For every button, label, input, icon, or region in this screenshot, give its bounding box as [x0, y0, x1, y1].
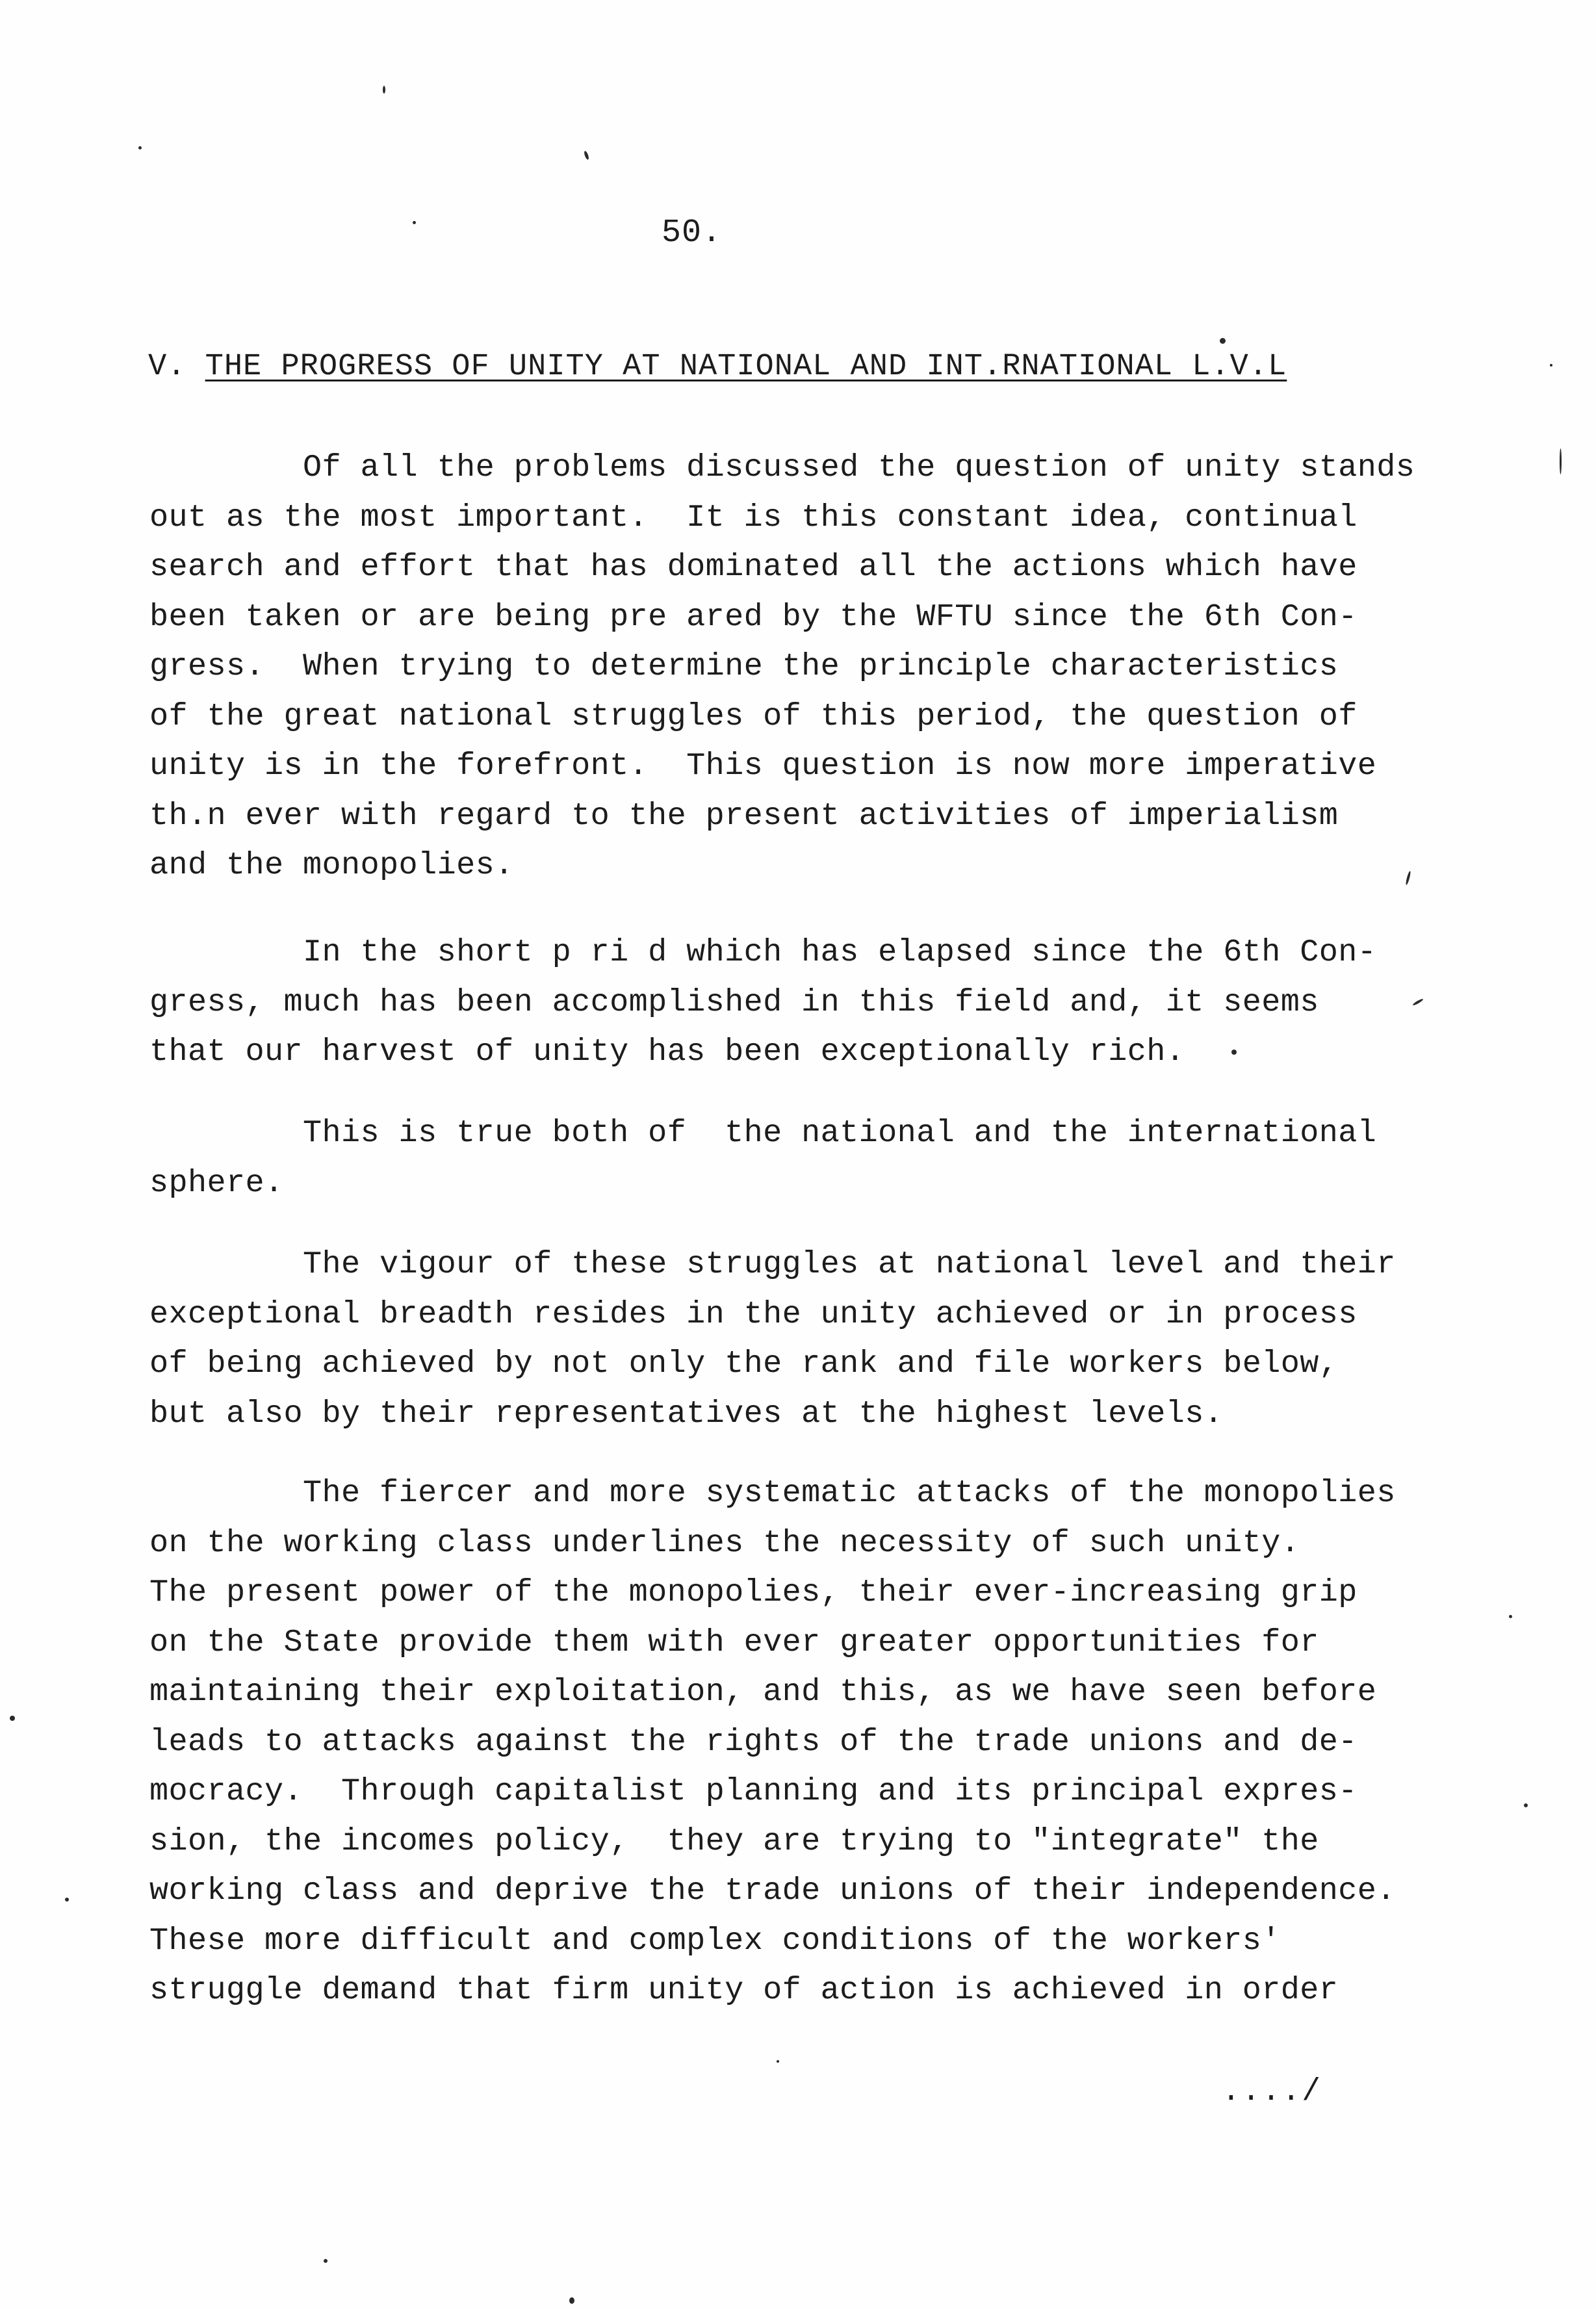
text-line: but also by their representatives at the highest levels.: [149, 1395, 1224, 1432]
scan-speck: [1231, 1050, 1237, 1055]
text-line: been taken or are being pre ared by the WFTU since the 6th Con-: [149, 599, 1358, 635]
scan-speck: [383, 86, 385, 94]
text-line: search and effort that has dominated all the actions which have: [149, 549, 1358, 585]
text-line: on the working class underlines the necessity of such unity.: [149, 1525, 1300, 1561]
continuation-mark: ..../: [1222, 2074, 1322, 2109]
scan-speck: [10, 1716, 15, 1721]
scan-speck: [413, 221, 416, 224]
scan-speck: [1524, 1803, 1528, 1807]
page-number: 50.: [662, 214, 723, 252]
text-line: that our harvest of unity has been exceptionally rich.: [149, 1034, 1185, 1070]
paragraph-1: [149, 443, 1456, 891]
text-line: and the monopolies.: [149, 847, 514, 883]
text-line: struggle demand that firm unity of action is achieved in order: [149, 1972, 1339, 2008]
text-line: maintaining their exploitation, and this, as we have seen before: [149, 1674, 1377, 1710]
paragraph-3: [149, 1109, 1456, 1208]
paragraph-5: [149, 1469, 1456, 2016]
section-heading-title: THE PROGRESS OF UNITY AT NATIONAL AND INT.RNATIONAL L.V.L: [205, 350, 1287, 384]
text-line: These more difficult and complex conditions of the workers': [149, 1922, 1281, 1959]
scan-speck: [138, 146, 142, 149]
scan-speck: [1550, 364, 1552, 367]
text-line: working class and deprive the trade unions of their independence.: [149, 1873, 1396, 1909]
paragraph-2: [149, 928, 1456, 1077]
text-line: The fiercer and more systematic attacks of the monopolies: [149, 1475, 1396, 1511]
text-line: unity is in the forefront. This question is now more imperative: [149, 748, 1377, 784]
scan-speck: [1560, 448, 1562, 474]
scan-speck: [569, 2297, 574, 2304]
section-heading-prefix: V.: [148, 350, 205, 384]
text-line: sphere.: [149, 1165, 284, 1201]
text-line: This is true both of the national and the international: [149, 1115, 1377, 1151]
text-line: of the great national struggles of this period, the question of: [149, 698, 1358, 734]
scan-speck: [65, 1898, 69, 1902]
section-heading: [148, 350, 1287, 384]
scan-speck: [584, 151, 589, 161]
text-line: leads to attacks against the rights of the trade unions and de-: [149, 1723, 1358, 1760]
text-line: The vigour of these struggles at national level and their: [149, 1246, 1396, 1282]
text-line: out as the most important. It is this constant idea, continual: [149, 499, 1358, 535]
scan-speck: [324, 2259, 328, 2263]
paragraph-4: [149, 1240, 1456, 1439]
text-line: exceptional breadth resides in the unity achieved or in process: [149, 1296, 1358, 1332]
text-line: The present power of the monopolies, their ever-increasing grip: [149, 1575, 1358, 1610]
text-line: gress. When trying to determine the principle characteristics: [149, 649, 1339, 684]
text-line: th.n ever with regard to the present activities of imperialism: [149, 797, 1339, 834]
text-line: Of all the problems discussed the question of unity stands: [149, 450, 1415, 485]
text-line: In the short p ri d which has elapsed since the 6th Con-: [149, 935, 1377, 970]
text-line: on the State provide them with ever greater opportunities for: [149, 1624, 1319, 1660]
scan-speck: [777, 2060, 779, 2063]
scan-speck: [1220, 338, 1226, 344]
text-line: mocracy. Through capitalist planning and its principal expres-: [149, 1774, 1358, 1809]
text-line: sion, the incomes policy, they are trying to "integrate" the: [149, 1823, 1319, 1859]
text-line: of being achieved by not only the rank and file workers below,: [149, 1346, 1339, 1382]
text-line: gress, much has been accomplished in this field and, it seems: [149, 984, 1319, 1020]
scan-speck: [1509, 1615, 1512, 1618]
